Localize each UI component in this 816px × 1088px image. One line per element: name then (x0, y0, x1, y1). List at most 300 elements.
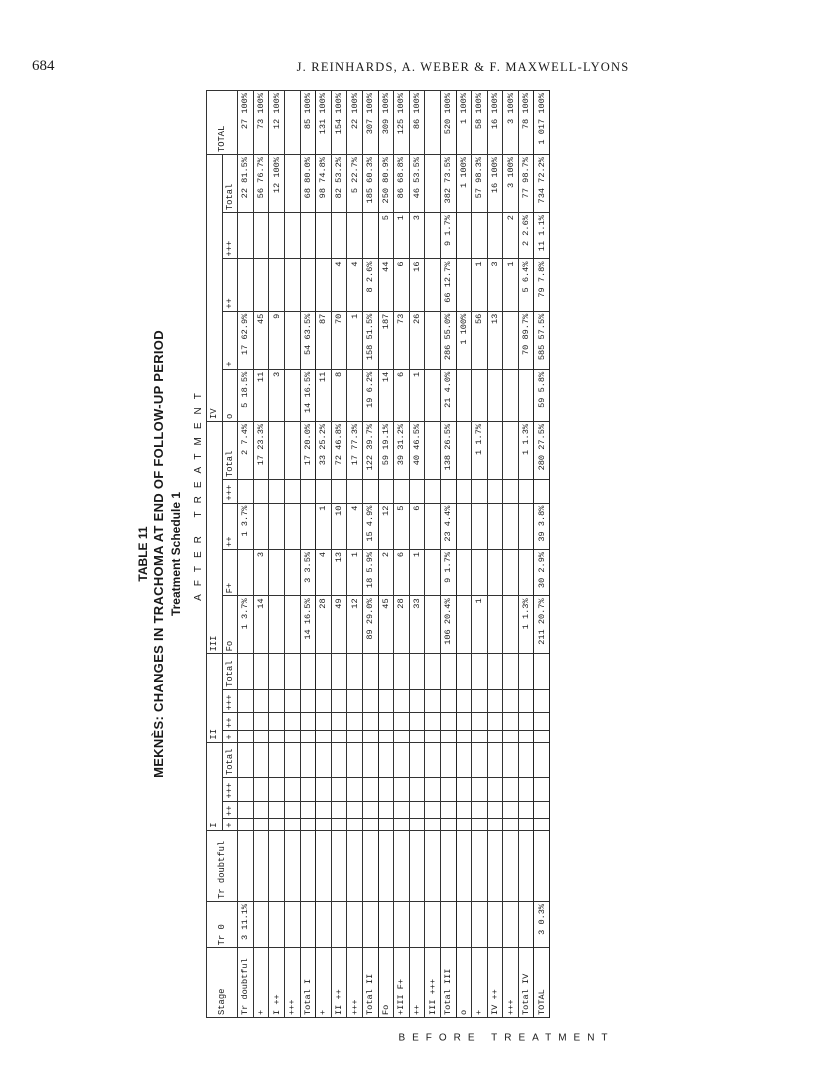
group-iii-cell (425, 480, 441, 504)
group-iv-cell: 3 (269, 369, 285, 421)
table-row (362, 91, 378, 1018)
empty-cell (425, 730, 441, 742)
group-ii-header: II (207, 654, 223, 742)
group-iii-cell (253, 480, 269, 504)
tr0-cell (378, 901, 394, 947)
stage-cell: IV ++ (487, 948, 503, 1018)
group-iii-cell (503, 503, 519, 549)
row-total-cell: 131 100% (316, 91, 332, 155)
group-iv-cell (238, 259, 254, 311)
empty-cell (472, 689, 488, 713)
group-iii-cell: 33 (409, 596, 425, 654)
tr0-cell (300, 901, 316, 947)
empty-cell (378, 819, 394, 831)
group-iv-cell: 86 68.8% (394, 155, 410, 213)
tr-doubtful-cell (503, 830, 519, 901)
empty-cell (347, 689, 363, 713)
empty-cell (425, 801, 441, 819)
group-iii-cell: 1 (347, 549, 363, 595)
empty-cell (238, 730, 254, 742)
table-row (518, 91, 534, 1018)
subhead-ii-1: ++ (222, 713, 238, 731)
group-iii-cell: 14 (253, 596, 269, 654)
empty-cell (238, 713, 254, 731)
empty-cell (472, 730, 488, 742)
table-row (300, 91, 316, 1018)
group-iii-cell: 49 (331, 596, 347, 654)
group-iv-cell (284, 311, 300, 369)
after-treatment-label: AFTER TREATMENT (193, 385, 204, 601)
group-iii-cell: 13 (331, 549, 347, 595)
tr-doubtful-cell (409, 830, 425, 901)
empty-cell (394, 713, 410, 731)
group-iv-cell (456, 259, 472, 311)
group-iii-cell (503, 421, 519, 479)
group-iv-cell (456, 369, 472, 421)
table-row (503, 91, 519, 1018)
empty-cell (534, 654, 550, 689)
group-iii-cell: 59 19.1% (378, 421, 394, 479)
group-iii-cell: 6 (409, 503, 425, 549)
group-iv-cell (269, 259, 285, 311)
group-iii-cell: 1 (409, 549, 425, 595)
stage-cell: Fo (378, 948, 394, 1018)
tr-doubtful-cell (534, 830, 550, 901)
tr-doubtful-cell (440, 830, 456, 901)
row-total-cell (284, 91, 300, 155)
stage-cell: + (253, 948, 269, 1018)
empty-cell (300, 801, 316, 819)
tr0-cell (284, 901, 300, 947)
row-total-cell: 73 100% (253, 91, 269, 155)
group-iv-cell (362, 213, 378, 259)
group-iv-cell: 6 (394, 259, 410, 311)
group-iv-cell: 79 7.8% (534, 259, 550, 311)
group-iii-cell (425, 596, 441, 654)
tr-doubtful-cell (284, 830, 300, 901)
stage-cell: Total I (300, 948, 316, 1018)
empty-cell (456, 819, 472, 831)
empty-cell (409, 713, 425, 731)
group-iv-cell: 16 100% (487, 155, 503, 213)
group-iv-cell: 14 16.5% (300, 369, 316, 421)
group-iii-cell (253, 503, 269, 549)
table-row (440, 91, 456, 1018)
subhead-iv-3: +++ (222, 213, 238, 259)
stage-cell: + (472, 948, 488, 1018)
subhead-i-1: ++ (222, 801, 238, 819)
tr-doubtful-cell (316, 830, 332, 901)
empty-cell (425, 654, 441, 689)
tr-doubtful-cell (331, 830, 347, 901)
empty-cell (518, 742, 534, 777)
row-total-cell: 1 017 100% (534, 91, 550, 155)
tr-doubtful-cell (425, 830, 441, 901)
group-iv-cell (316, 259, 332, 311)
empty-cell (238, 742, 254, 777)
empty-cell (331, 778, 347, 802)
group-iii-cell (487, 503, 503, 549)
group-iv-cell: 77 98.7% (518, 155, 534, 213)
group-iii-cell: 1 (472, 596, 488, 654)
empty-cell (284, 742, 300, 777)
group-iii-cell (238, 549, 254, 595)
empty-cell (269, 730, 285, 742)
group-iv-cell (456, 213, 472, 259)
row-total-cell: 27 100% (238, 91, 254, 155)
group-iv-cell: 56 (472, 311, 488, 369)
group-iv-cell: 56 76.7% (253, 155, 269, 213)
group-iii-cell (456, 549, 472, 595)
subhead-iii-0: Fo (222, 596, 238, 654)
group-iii-cell (472, 480, 488, 504)
empty-cell (284, 713, 300, 731)
group-iv-cell (425, 155, 441, 213)
group-iii-header: III (207, 421, 223, 653)
group-iii-cell (300, 480, 316, 504)
group-iii-cell (409, 480, 425, 504)
stage-cell: +++ (503, 948, 519, 1018)
row-total-cell: 16 100% (487, 91, 503, 155)
empty-cell (284, 730, 300, 742)
group-iii-cell (284, 421, 300, 479)
empty-cell (300, 730, 316, 742)
table-row (331, 91, 347, 1018)
group-iv-cell: 187 (378, 311, 394, 369)
empty-cell (394, 689, 410, 713)
stage-cell: Tr doubtful (238, 948, 254, 1018)
empty-cell (253, 713, 269, 731)
empty-cell (487, 713, 503, 731)
group-iv-cell (284, 369, 300, 421)
empty-cell (362, 778, 378, 802)
empty-cell (534, 778, 550, 802)
group-iii-cell (238, 480, 254, 504)
empty-cell (425, 713, 441, 731)
tr0-cell (394, 901, 410, 947)
row-total-cell: 1 100% (456, 91, 472, 155)
empty-cell (472, 742, 488, 777)
row-total-cell: 3 100% (503, 91, 519, 155)
empty-cell (472, 654, 488, 689)
group-iii-cell (425, 421, 441, 479)
group-iii-cell (487, 480, 503, 504)
group-iv-cell: 1 (472, 259, 488, 311)
group-iv-cell: 1 100% (456, 311, 472, 369)
stage-cell: +III F+ (394, 948, 410, 1018)
empty-cell (331, 742, 347, 777)
empty-cell (409, 801, 425, 819)
table-row (253, 91, 269, 1018)
tr-doubtful-cell (456, 830, 472, 901)
empty-cell (503, 742, 519, 777)
page-number: 684 (32, 58, 55, 74)
group-iv-cell (253, 213, 269, 259)
tr0-cell (487, 901, 503, 947)
group-iii-cell: 138 26.5% (440, 421, 456, 479)
empty-cell (518, 654, 534, 689)
group-iii-cell (456, 480, 472, 504)
empty-cell (316, 689, 332, 713)
group-iii-cell: 1 1.3% (518, 421, 534, 479)
group-iii-cell: 17 20.0% (300, 421, 316, 479)
empty-cell (284, 819, 300, 831)
group-iv-cell: 1 (409, 369, 425, 421)
empty-cell (269, 778, 285, 802)
tr-doubtful-cell (238, 830, 254, 901)
group-iv-cell (284, 259, 300, 311)
group-iii-cell: 1 (316, 503, 332, 549)
group-iii-cell: 33 25.2% (316, 421, 332, 479)
stage-cell: III +++ (425, 948, 441, 1018)
empty-cell (300, 819, 316, 831)
empty-cell (487, 654, 503, 689)
stage-cell: +++ (347, 948, 363, 1018)
group-iv-cell: 98 74.8% (316, 155, 332, 213)
empty-cell (253, 689, 269, 713)
group-iii-cell (487, 596, 503, 654)
empty-cell (503, 819, 519, 831)
group-iii-cell: 9 1.7% (440, 549, 456, 595)
tr0-cell (362, 901, 378, 947)
group-iv-cell: 70 (331, 311, 347, 369)
empty-cell (238, 819, 254, 831)
group-iii-cell: 18 5.9% (362, 549, 378, 595)
empty-cell (347, 778, 363, 802)
empty-cell (518, 801, 534, 819)
empty-cell (456, 742, 472, 777)
group-iii-cell (331, 480, 347, 504)
group-iii-cell: 2 7.4% (238, 421, 254, 479)
table-row (347, 91, 363, 1018)
group-iii-cell (503, 596, 519, 654)
empty-cell (394, 778, 410, 802)
group-iii-cell (269, 596, 285, 654)
total-header: TOTAL (207, 91, 238, 155)
empty-cell (253, 742, 269, 777)
tr-doubtful-cell (487, 830, 503, 901)
group-iii-cell (503, 549, 519, 595)
group-iv-cell: 57 98.3% (472, 155, 488, 213)
tr-doubtful-cell (518, 830, 534, 901)
subhead-iii-4: Total (222, 421, 238, 479)
empty-cell (331, 654, 347, 689)
group-iv-cell (284, 155, 300, 213)
empty-cell (362, 730, 378, 742)
group-iii-cell (284, 549, 300, 595)
empty-cell (518, 730, 534, 742)
empty-cell (534, 742, 550, 777)
empty-cell (269, 801, 285, 819)
group-iii-cell (269, 421, 285, 479)
empty-cell (456, 689, 472, 713)
tr0-cell (331, 901, 347, 947)
group-iii-cell: 72 46.8% (331, 421, 347, 479)
empty-cell (503, 801, 519, 819)
group-iv-cell (425, 259, 441, 311)
empty-cell (472, 778, 488, 802)
empty-cell (362, 742, 378, 777)
group-iv-cell: 19 6.2% (362, 369, 378, 421)
group-iii-cell: 5 (394, 503, 410, 549)
group-iv-cell: 1 (347, 311, 363, 369)
empty-cell (253, 778, 269, 802)
empty-cell (472, 801, 488, 819)
group-iv-cell: 70 89.7% (518, 311, 534, 369)
group-iii-cell: 12 (347, 596, 363, 654)
tr-doubtful-cell (269, 830, 285, 901)
group-iii-cell: 45 (378, 596, 394, 654)
empty-cell (284, 778, 300, 802)
running-header (0, 58, 816, 78)
table-group-header (207, 91, 223, 1018)
subhead-ii-0: + (222, 730, 238, 742)
group-iii-cell: 106 20.4% (440, 596, 456, 654)
group-iii-cell: 39 31.2% (394, 421, 410, 479)
group-iii-cell (425, 503, 441, 549)
empty-cell (331, 689, 347, 713)
row-total-cell: 154 100% (331, 91, 347, 155)
tr0-cell (456, 901, 472, 947)
row-total-cell: 78 100% (518, 91, 534, 155)
empty-cell (300, 778, 316, 802)
group-iv-cell (472, 369, 488, 421)
empty-cell (269, 819, 285, 831)
group-iv-cell (487, 213, 503, 259)
group-iv-cell: 11 (316, 369, 332, 421)
group-iii-cell (362, 480, 378, 504)
group-iii-cell (456, 596, 472, 654)
group-iii-cell (284, 480, 300, 504)
tr0-cell (425, 901, 441, 947)
group-iii-cell: 122 39.7% (362, 421, 378, 479)
empty-cell (362, 713, 378, 731)
group-iii-cell: 30 2.9% (534, 549, 550, 595)
empty-cell (487, 801, 503, 819)
stage-cell: Total III (440, 948, 456, 1018)
subhead-i-2: +++ (222, 778, 238, 802)
group-iv-cell: 1 (503, 259, 519, 311)
group-iv-cell: 382 73.5% (440, 155, 456, 213)
group-iii-cell: 10 (331, 503, 347, 549)
group-iv-cell (425, 369, 441, 421)
rotated-table-region (136, 90, 688, 1044)
group-iv-cell (316, 213, 332, 259)
empty-cell (300, 689, 316, 713)
empty-cell (534, 819, 550, 831)
empty-cell (347, 713, 363, 731)
empty-cell (378, 742, 394, 777)
empty-cell (300, 654, 316, 689)
subhead-iv-4: Total (222, 155, 238, 213)
group-iv-cell (518, 369, 534, 421)
tr0-cell (347, 901, 363, 947)
group-iii-cell: 17 23.3% (253, 421, 269, 479)
group-iii-cell: 1 3.7% (238, 596, 254, 654)
group-iv-cell: 250 80.9% (378, 155, 394, 213)
group-iv-cell: 185 60.3% (362, 155, 378, 213)
empty-cell (472, 819, 488, 831)
empty-cell (238, 689, 254, 713)
group-iii-cell (269, 480, 285, 504)
group-iii-cell (487, 549, 503, 595)
group-iv-cell: 5 18.5% (238, 369, 254, 421)
empty-cell (409, 654, 425, 689)
group-iii-cell (518, 549, 534, 595)
group-iii-cell: 3 (253, 549, 269, 595)
group-iv-cell (238, 213, 254, 259)
empty-cell (378, 778, 394, 802)
group-iv-cell: 158 51.5% (362, 311, 378, 369)
empty-cell (316, 819, 332, 831)
group-iv-cell: 17 62.9% (238, 311, 254, 369)
empty-cell (425, 742, 441, 777)
group-iv-cell: 1 (394, 213, 410, 259)
subhead-i-3: Total (222, 742, 238, 777)
group-iv-cell (253, 259, 269, 311)
group-iii-cell: 23 4.4% (440, 503, 456, 549)
subhead-iv-0: o (222, 369, 238, 421)
group-iv-header: IV (207, 155, 223, 422)
empty-cell (534, 730, 550, 742)
empty-cell (394, 654, 410, 689)
subhead-i-0: + (222, 819, 238, 831)
empty-cell (316, 713, 332, 731)
group-iv-cell: 3 (409, 213, 425, 259)
group-iv-cell: 3 (487, 259, 503, 311)
empty-cell (440, 742, 456, 777)
empty-cell (331, 713, 347, 731)
table-row (394, 91, 410, 1018)
empty-cell (518, 689, 534, 713)
empty-cell (253, 730, 269, 742)
group-iii-cell: 1 1.3% (518, 596, 534, 654)
tr0-cell (440, 901, 456, 947)
empty-cell (347, 742, 363, 777)
group-iv-cell: 82 53.2% (331, 155, 347, 213)
tr-doubtful-cell (394, 830, 410, 901)
table-subtitle: Treatment Schedule 1 (169, 491, 183, 617)
group-iii-cell (503, 480, 519, 504)
group-iv-cell: 11 1.1% (534, 213, 550, 259)
group-iv-cell: 13 (487, 311, 503, 369)
empty-cell (534, 689, 550, 713)
row-total-cell: 58 100% (472, 91, 488, 155)
empty-cell (300, 713, 316, 731)
empty-cell (440, 713, 456, 731)
empty-cell (518, 713, 534, 731)
empty-cell (503, 778, 519, 802)
group-iii-cell (425, 549, 441, 595)
group-iv-cell: 73 (394, 311, 410, 369)
table-label: TABLE 11 (136, 526, 150, 582)
empty-cell (362, 801, 378, 819)
group-iii-cell: 211 20.7% (534, 596, 550, 654)
group-iii-cell (378, 480, 394, 504)
empty-cell (378, 689, 394, 713)
stage-cell: Total IV (518, 948, 534, 1018)
row-total-cell: 309 100% (378, 91, 394, 155)
table-row (425, 91, 441, 1018)
group-iv-cell: 9 (269, 311, 285, 369)
empty-cell (487, 689, 503, 713)
group-iii-cell (440, 480, 456, 504)
group-iii-cell (534, 480, 550, 504)
empty-cell (409, 689, 425, 713)
empty-cell (284, 654, 300, 689)
group-iv-cell: 46 53.5% (409, 155, 425, 213)
empty-cell (518, 819, 534, 831)
